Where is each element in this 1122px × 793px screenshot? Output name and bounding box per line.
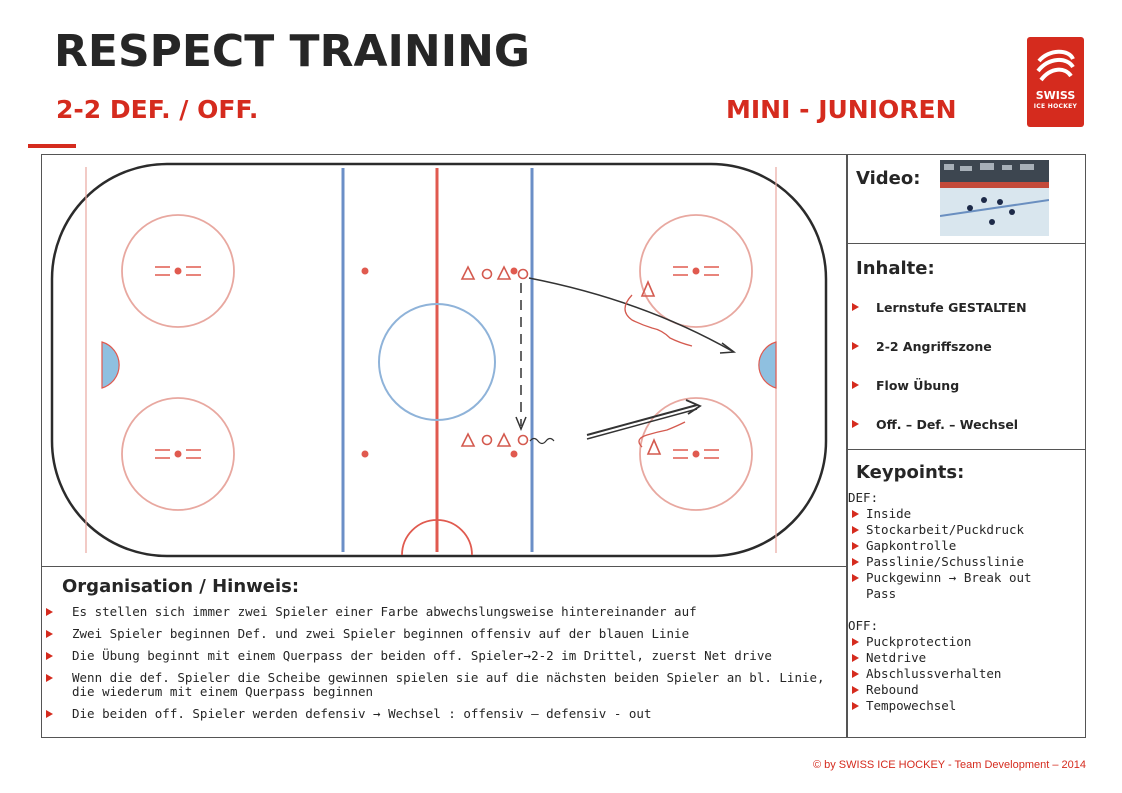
keypoints-def-group <box>848 490 1068 602</box>
copyright-footer: © by SWISS ICE HOCKEY - Team Development – 2014 <box>812 759 1086 771</box>
video-panel <box>847 154 1086 244</box>
logo-text-ice-hockey: ICE HOCKEY <box>1033 103 1078 110</box>
inhalte-item: 2-2 Angriffszone <box>852 339 1027 378</box>
defender-path-top <box>625 295 692 346</box>
page-title: RESPECT TRAINING <box>54 26 531 77</box>
bullet-arrow-icon <box>852 654 859 662</box>
bullet-arrow-icon <box>46 652 53 660</box>
swiss-ice-hockey-logo <box>1027 37 1084 127</box>
drill-subtitle: 2-2 DEF. / OFF. <box>56 95 259 124</box>
organisation-item: Es stellen sich immer zwei Spieler einer Farbe abwechslungsweise hintereinander auf <box>46 605 836 619</box>
rink-diagram-panel <box>41 154 847 567</box>
bullet-arrow-icon <box>852 686 859 694</box>
keypoints-off-label: OFF: <box>848 618 879 633</box>
organisation-heading: Organisation / Hinweis: <box>62 576 300 597</box>
bullet-arrow-icon <box>852 342 859 350</box>
organisation-item: Die Übung beginnt mit einem Querpass der beiden off. Spieler→2-2 im Drittel, zuerst Net drive <box>46 649 836 663</box>
player-symbols-bottom <box>462 434 528 446</box>
goal-crease-left <box>102 342 119 388</box>
bullet-arrow-icon <box>852 702 859 710</box>
inhalte-item: Off. – Def. – Wechsel <box>852 417 1027 456</box>
defender-symbols <box>642 282 660 454</box>
keypoint-item: Netdrive <box>848 650 1001 666</box>
keypoints-panel <box>847 449 1086 738</box>
organisation-panel <box>41 566 847 738</box>
bullet-arrow-icon <box>852 381 859 389</box>
bullet-arrow-icon <box>46 674 53 682</box>
keypoint-item: Inside <box>848 506 1068 522</box>
inhalte-item: Flow Übung <box>852 378 1027 417</box>
keypoint-item: Stockarbeit/Puckdruck <box>848 522 1068 538</box>
keypoints-off-group <box>848 618 1001 714</box>
keypoint-item: Puckprotection <box>848 634 1001 650</box>
inhalte-list <box>852 300 1027 456</box>
bullet-arrow-icon <box>852 558 859 566</box>
organisation-list <box>46 605 836 729</box>
video-thumbnail[interactable] <box>940 160 1049 236</box>
bullet-arrow-icon <box>46 630 53 638</box>
keypoint-item: Rebound <box>848 682 1001 698</box>
puck-carry-wave <box>530 439 554 444</box>
rink-boards <box>52 164 826 556</box>
bullet-arrow-icon <box>852 670 859 678</box>
bullet-arrow-icon <box>852 574 859 582</box>
inhalte-heading: Inhalte: <box>856 258 935 279</box>
bullet-arrow-icon <box>46 608 53 616</box>
logo-swirl-icon <box>1035 47 1076 85</box>
goal-crease-right <box>759 342 776 388</box>
keypoint-item: Passlinie/Schusslinie <box>848 554 1068 570</box>
keypoints-heading: Keypoints: <box>856 462 965 483</box>
inhalte-item: Lernstufe GESTALTEN <box>852 300 1027 339</box>
bullet-arrow-icon <box>46 710 53 718</box>
bullet-arrow-icon <box>852 303 859 311</box>
age-group-subtitle: MINI - JUNIOREN <box>726 95 957 124</box>
organisation-item: Wenn die def. Spieler die Scheibe gewinnen spielen sie auf die nächsten beiden Spieler an bl. Linie, die wiederum mit einem Querpass beginnen <box>46 671 836 699</box>
rink-diagram <box>42 155 848 568</box>
bullet-arrow-icon <box>852 510 859 518</box>
inhalte-panel <box>847 243 1086 450</box>
bullet-arrow-icon <box>852 526 859 534</box>
bullet-arrow-icon <box>852 420 859 428</box>
keypoint-item: Abschlussverhalten <box>848 666 1001 682</box>
logo-text-swiss: SWISS <box>1035 89 1076 102</box>
organisation-item: Die beiden off. Spieler werden defensiv → Wechsel : offensiv – defensiv - out <box>46 707 836 721</box>
player-symbols-top <box>462 267 528 279</box>
keypoints-def-label: DEF: <box>848 490 879 505</box>
bullet-arrow-icon <box>852 542 859 550</box>
organisation-item: Zwei Spieler beginnen Def. und zwei Spieler beginnen offensiv auf der blauen Linie <box>46 627 836 641</box>
bullet-arrow-icon <box>852 638 859 646</box>
video-heading: Video: <box>856 168 921 189</box>
accent-divider <box>28 144 76 148</box>
skating-path-top <box>529 278 732 351</box>
keypoint-item: Tempowechsel <box>848 698 1001 714</box>
keypoint-item: Puckgewinn → Break out Pass <box>848 570 1068 602</box>
keypoint-item: Gapkontrolle <box>848 538 1068 554</box>
shot-line-1 <box>587 405 697 435</box>
defender-path-bottom <box>639 422 685 447</box>
